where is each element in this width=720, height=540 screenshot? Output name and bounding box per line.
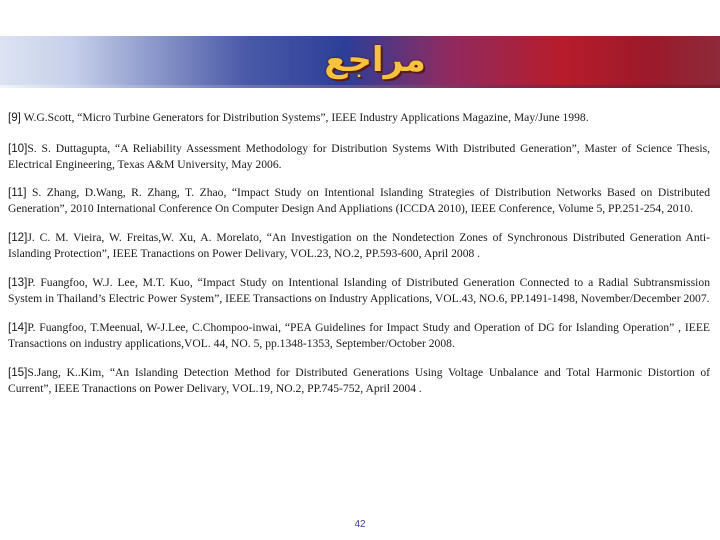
reference-text: S. S. Duttagupta, “A Reliability Assessment Methodology for Distribution Systems With Distributed Generation”, Master of Science Thesis, Electrical Engineering, Texas A&M University, May 2006. bbox=[8, 142, 710, 171]
reference-item bbox=[8, 110, 710, 126]
reference-text: S. Zhang, D.Wang, R. Zhang, T. Zhao, “Impact Study on Intentional Islanding Strategies of Distribution Networks Based on Distributed Generation”, 2010 International Conference On Computer Design And Appliations (ICCDA 2010), IEEE Conference, Volume 5, PP.251-254, 2010. bbox=[8, 186, 710, 215]
reference-item bbox=[8, 230, 710, 262]
reference-item bbox=[8, 320, 710, 352]
reference-number: [9] bbox=[8, 111, 21, 124]
reference-number: [10] bbox=[8, 142, 28, 155]
reference-item bbox=[8, 141, 710, 173]
reference-item bbox=[8, 365, 710, 397]
reference-number: [13] bbox=[8, 276, 28, 289]
reference-number: [15] bbox=[8, 366, 28, 379]
reference-list bbox=[8, 110, 710, 397]
slide-title: مراجع bbox=[324, 40, 426, 80]
reference-text: S.Jang, K..Kim, “An Islanding Detection Method for Distributed Generations Using Voltage Unbalance and Total Harmonic Distortion of Current”, IEEE Tranactions on Power Delivary, VOL.19, NO.2, PP.745-752, April 2004 . bbox=[8, 366, 710, 395]
reference-number: [12] bbox=[8, 231, 28, 244]
page-number: 42 bbox=[354, 519, 366, 530]
reference-text: P. Fuangfoo, W.J. Lee, M.T. Kuo, “Impact Study on Intentional Islanding of Distributed Generation Connected to a Radial Subtransmission System in Thailand’s Electric Power System”, IEEE Transactions on Industry Applications, VOL.43, NO.6, PP.1491-1498, November/December 2007. bbox=[8, 276, 710, 305]
reference-number: [11] bbox=[8, 186, 27, 199]
reference-number: [14] bbox=[8, 321, 28, 334]
reference-item bbox=[8, 185, 710, 217]
reference-text: J. C. M. Vieira, W. Freitas,W. Xu, A. Morelato, “An Investigation on the Nondetection Zones of Synchronous Distributed Generation Anti-Islanding Protection”, IEEE Tranactions on Power Delivary, VOL.23, NO.2, PP.593-600, April 2008 . bbox=[8, 231, 710, 260]
reference-text: W.G.Scott, “Micro Turbine Generators for Distribution Systems”, IEEE Industry Applications Magazine, May/June 1998. bbox=[20, 111, 589, 124]
reference-item bbox=[8, 275, 710, 307]
reference-text: P. Fuangfoo, T.Meenual, W-J.Lee, C.Chompoo-inwai, “PEA Guidelines for Impact Study and Operation of DG for Islanding Operation” , IEEE Transactions on industry applications,VOL. 44, NO. 5, pp.1348-1353, September/October 2008. bbox=[8, 321, 710, 350]
